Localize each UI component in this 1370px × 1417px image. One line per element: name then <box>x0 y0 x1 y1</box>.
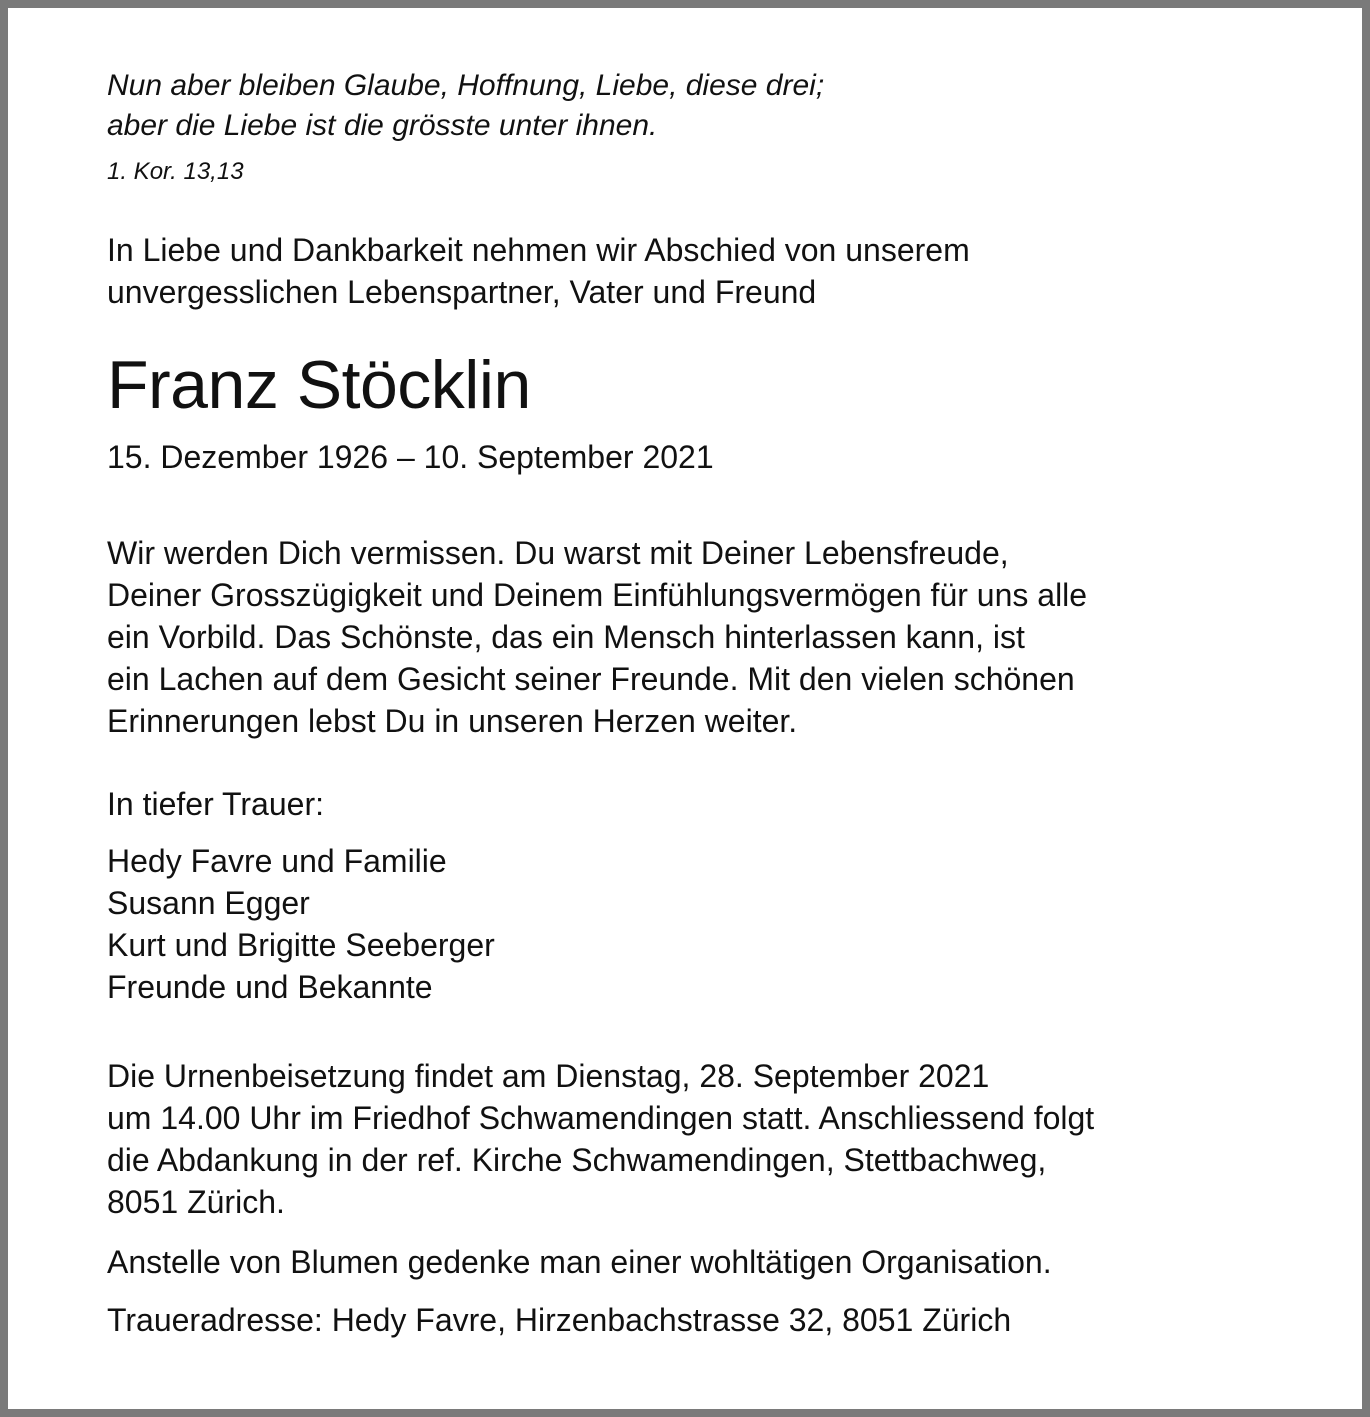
service-details <box>107 1055 1287 1223</box>
bible-verse-line: aber die Liebe ist die grösste unter ihnen. <box>107 109 658 142</box>
flowers-note: Anstelle von Blumen gedenke man einer wohltätigen Organisation. <box>107 1244 1052 1280</box>
intro-line: unvergesslichen Lebenspartner, Vater und Freund <box>107 274 817 310</box>
message-line: ein Lachen auf dem Gesicht seiner Freunde. Mit den vielen schönen <box>107 661 1075 697</box>
message-line: Deiner Grosszügigkeit und Deinem Einfühlungsvermögen für uns alle <box>107 577 1088 613</box>
life-dates: 15. Dezember 1926 – 10. September 2021 <box>107 439 714 475</box>
service-line: 8051 Zürich. <box>107 1184 285 1220</box>
mourners-list <box>107 840 1287 1008</box>
bible-verse-line: Nun aber bleiben Glaube, Hoffnung, Liebe, diese drei; <box>107 69 825 102</box>
service-line: um 14.00 Uhr im Friedhof Schwamendingen statt. Anschliessend folgt <box>107 1100 1095 1136</box>
deceased-name: Franz Stöcklin <box>107 347 531 423</box>
mourner-name: Susann Egger <box>107 885 310 921</box>
service-line: Die Urnenbeisetzung findet am Dienstag, 28. September 2021 <box>107 1058 990 1094</box>
notice-content <box>107 66 1287 1341</box>
mourner-name: Kurt und Brigitte Seeberger <box>107 927 495 963</box>
mourning-label: In tiefer Trauer: <box>107 786 324 822</box>
mourner-name: Hedy Favre und Familie <box>107 843 447 879</box>
message-line: Wir werden Dich vermissen. Du warst mit Deiner Lebensfreude, <box>107 535 1009 571</box>
message-line: Erinnerungen lebst Du in unseren Herzen weiter. <box>107 703 798 739</box>
obituary-notice <box>8 8 1362 1409</box>
farewell-message <box>107 532 1287 742</box>
intro-text <box>107 229 1287 313</box>
mourning-address: Traueradresse: Hedy Favre, Hirzenbachstrasse 32, 8051 Zürich <box>107 1302 1012 1338</box>
message-line: ein Vorbild. Das Schönste, das ein Mensch hinterlassen kann, ist <box>107 619 1025 655</box>
service-line: die Abdankung in der ref. Kirche Schwamendingen, Stettbachweg, <box>107 1142 1047 1178</box>
bible-verse <box>107 66 1287 146</box>
bible-verse-reference: 1. Kor. 13,13 <box>107 158 244 185</box>
intro-line: In Liebe und Dankbarkeit nehmen wir Abschied von unserem <box>107 232 970 268</box>
mourner-name: Freunde und Bekannte <box>107 969 433 1005</box>
